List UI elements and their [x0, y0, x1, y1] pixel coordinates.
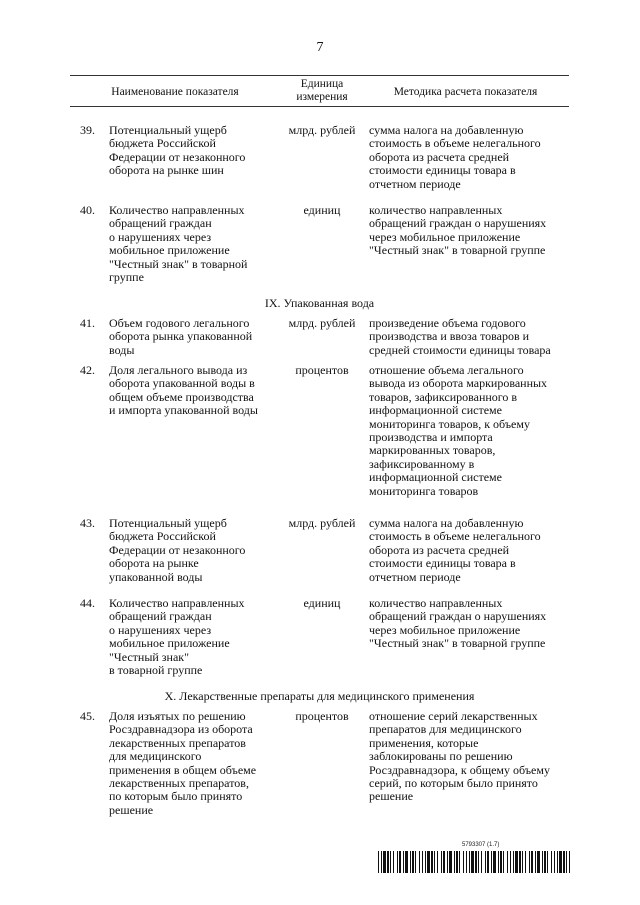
table-header-rule	[70, 106, 569, 107]
row-method: сумма налога на добавленную стоимость в объеме нелегального оборота из расчета средней стоимости единицы товара в отчетном периоде	[369, 516, 541, 584]
row-unit: процентов	[295, 363, 349, 377]
row-indicator-name: Доля изъятых по решению Росздравнадзора из оборота лекарственных препаратов для медицинского применения в общем объеме лекарственных препаратов, по которым было принято решение	[109, 709, 257, 817]
barcode-number: 5793307 (1.7)	[462, 842, 500, 848]
row-number: 45.	[80, 709, 95, 723]
row-unit: млрд. рублей	[288, 516, 356, 530]
row-unit: млрд. рублей	[288, 123, 356, 137]
row-number: 40.	[80, 203, 95, 217]
barcode	[378, 851, 572, 873]
row-method: отношение объема легального вывода из оборота маркированных товаров, зафиксированного в информационной системе мониторинга товаров, к объему производства и импорта маркированных товаров, зафиксированному в информационной системе мониторинга товаров	[369, 363, 548, 498]
row-method: произведение объема годового производства и ввоза товаров и средней стоимости единицы товара	[369, 316, 551, 357]
row-indicator-name: Количество направленных обращений граждан о нарушениях через мобильное приложение "Честный знак" в товарной группе	[109, 596, 245, 678]
row-indicator-name: Количество направленных обращений граждан о нарушениях через мобильное приложение "Честный знак" в товарной группе	[109, 203, 248, 285]
row-method: количество направленных обращений граждан о нарушениях через мобильное приложение "Честный знак" в товарной группе	[369, 203, 547, 258]
section-heading-ix: IX. Упакованная вода	[264, 296, 375, 310]
row-indicator-name: Доля легального вывода из оборота упакованной воды в общем объеме производства и импорта упакованной воды	[109, 363, 258, 418]
header-name-cell: Наименование показателя	[111, 86, 239, 98]
row-method: сумма налога на добавленную стоимость в объеме нелегального оборота из расчета средней стоимости единицы товара в отчетном периоде	[369, 123, 541, 191]
header-method-cell: Методика расчета показателя	[393, 86, 538, 98]
table-top-rule	[70, 75, 569, 76]
row-number: 39.	[80, 123, 95, 137]
row-unit: единиц	[303, 203, 341, 217]
row-number: 41.	[80, 316, 95, 330]
row-unit: млрд. рублей	[288, 316, 356, 330]
section-heading-x: X. Лекарственные препараты для медицинского применения	[164, 689, 475, 703]
row-number: 44.	[80, 596, 95, 610]
header-unit-cell: Единица измерения	[296, 78, 348, 103]
row-method: количество направленных обращений граждан о нарушениях через мобильное приложение "Честный знак" в товарной группе	[369, 596, 547, 651]
row-unit: процентов	[295, 709, 349, 723]
row-number: 43.	[80, 516, 95, 530]
row-unit: единиц	[303, 596, 341, 610]
row-method: отношение серий лекарственных препаратов для медицинского применения, которые заблокированы по решению Росздравнадзора, к общему объему серий, по которым было принято решение	[369, 709, 550, 804]
row-number: 42.	[80, 363, 95, 377]
page-number: 7	[316, 40, 324, 55]
row-indicator-name: Потенциальный ущерб бюджета Российской Федерации от незаконного оборота на рынке шин	[109, 123, 246, 178]
row-indicator-name: Объем годового легального оборота рынка упакованной воды	[109, 316, 253, 357]
row-indicator-name: Потенциальный ущерб бюджета Российской Федерации от незаконного оборота на рынке упакованной воды	[109, 516, 246, 584]
